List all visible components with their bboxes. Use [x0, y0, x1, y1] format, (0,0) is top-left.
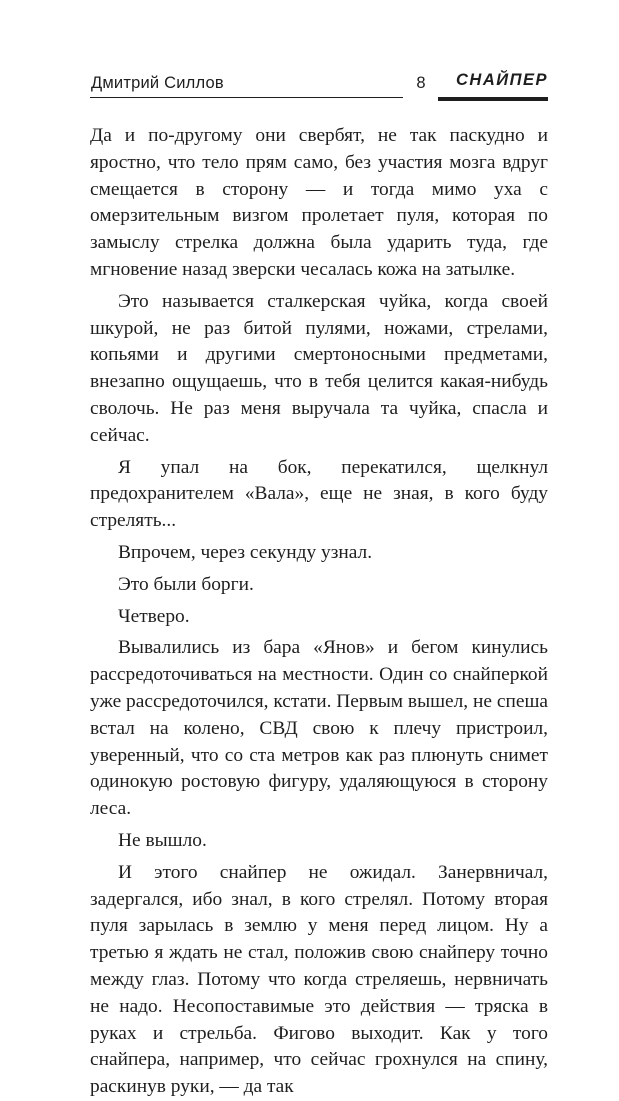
paragraph: Я упал на бок, перекатился, щелкнул предохранителем «Вала», еще не зная, в кого буду стрелять...	[90, 456, 548, 532]
paragraph: Не вышло.	[118, 829, 207, 851]
paragraph: Да и по-другому они свербят, не так паскудно и яростно, что тело прям само, без участия мозга вдруг смещается в сторону — и тогда мимо уха с омерзительным визгом пролетает пуля, которая по замыслу стрелка должна была ударить туда, где мгновение назад зверски чесалась кожа на затылке.	[90, 125, 548, 280]
paragraph: И этого снайпер не ожидал. Занервничал, задергался, ибо знал, в кого стрелял. Потому вторая пуля зарылась в землю у меня перед лицом. Ну а третью я ждать не стал, положив свою снайперу точно между глаз. Потому что когда стреляешь, нервничать не надо. Несопоставимые это действия — тряска в руках и стрельба. Фигово выходит. Как у того снайпера, например, что сейчас грохнулся на спину, раскинув руки, — да так	[90, 861, 548, 1098]
paragraph: Четверо.	[118, 605, 190, 627]
paragraph: Впрочем, через секунду узнал.	[118, 541, 373, 563]
paragraph: Это называется сталкерская чуйка, когда своей шкурой, не раз битой пулями, ножами, стрелами, копьями и другими смертоносными предметами, внезапно ощущаешь, что в тебя целится какая-нибудь сволочь. Не раз меня выручала та чуйка, спасла и сейчас.	[90, 290, 548, 446]
body-text	[90, 123, 548, 1101]
header-rule-left	[90, 97, 403, 98]
author-name: Дмитрий Силлов	[91, 74, 224, 92]
book-page	[90, 60, 548, 1098]
page-number: 8	[416, 74, 426, 92]
paragraph: Это были борги.	[118, 573, 254, 595]
book-title: СНАЙПЕР	[456, 71, 548, 89]
header-rule-right	[438, 97, 548, 101]
paragraph: Вывалились из бара «Янов» и бегом кинулись рассредоточиваться на местности. Один со снайперкой уже рассредоточился, кстати. Первым вышел, не спеша встал на колено, СВД свою к плечу пристроил, уверенный, что со ста метров как раз плюнуть снимет одинокую ростовую фигуру, удаляющуюся в сторону леса.	[90, 637, 548, 820]
running-header	[90, 60, 548, 100]
